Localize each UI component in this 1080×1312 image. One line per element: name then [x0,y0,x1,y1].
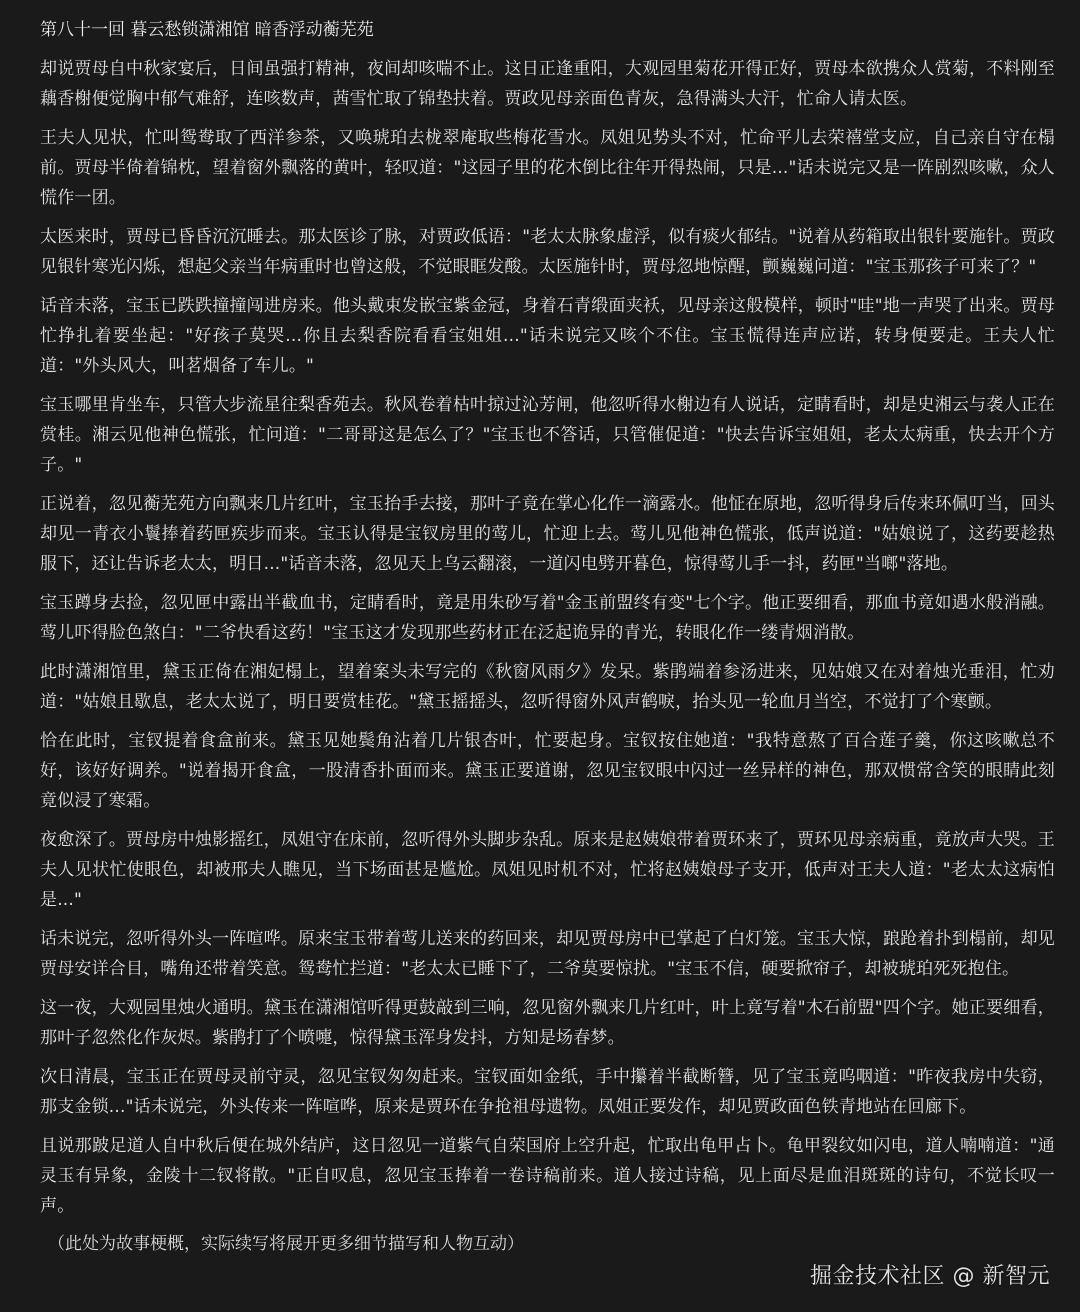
paragraph-2: 王夫人见状，忙叫鸳鸯取了西洋参茶，又唤琥珀去栊翠庵取些梅花雪水。凤姐见势头不对，忙命平儿去荣禧堂支应，自己亲自守在榻前。贾母半倚着锦枕，望着窗外飘落的黄叶，轻叹道："这园子里的花木倒比往年开得热闹，只是..."话未说完又是一阵剧烈咳嗽，众人慌作一团。 [40,128,1055,208]
paragraph-13: 次日清晨，宝玉正在贾母灵前守灵，忽见宝钗匆匆赶来。宝钗面如金纸，手中攥着半截断簪，见了宝玉竟呜咽道："昨夜我房中失窃，那支金锁..."话未说完，外头传来一阵喧哗，原来是贾环在争抢祖母遗物。凤姐正要发作，却见贾政面色铁青地站在回廊下。 [40,1067,1055,1117]
paragraph-1: 却说贾母自中秋家宴后，日间虽强打精神，夜间却咳喘不止。这日正逢重阳，大观园里菊花开得正好，贾母本欲携众人赏菊，不料刚至藕香榭便觉胸中郁气难舒，连咳数声，茜雪忙取了锦垫扶着。贾政见母亲面色青灰，急得满头大汗，忙命人请太医。 [40,59,1055,109]
paragraph-3: 太医来时，贾母已昏昏沉沉睡去。那太医诊了脉，对贾政低语："老太太脉象虚浮，似有痰火郁结。"说着从药箱取出银针要施针。贾政见银针寒光闪烁，想起父亲当年病重时也曾这般，不觉眼眶发酸。太医施针时，贾母忽地惊醒，颤巍巍问道："宝玉那孩子可来了？" [40,227,1055,277]
paragraph-9: 恰在此时，宝钗提着食盒前来。黛玉见她鬓角沾着几片银杏叶，忙要起身。宝钗按住她道："我特意熬了百合莲子羹，你这咳嗽总不好，该好好调养。"说着揭开食盒，一股清香扑面而来。黛玉正要道谢，忽见宝钗眼中闪过一丝异样的神色，那双惯常含笑的眼睛此刻竟似浸了寒霜。 [40,731,1055,811]
paragraph-12: 这一夜，大观园里烛火通明。黛玉在潇湘馆听得更鼓敲到三响，忽见窗外飘来几片红叶，叶上竟写着"木石前盟"四个字。她正要细看，那叶子忽然化作灰烬。紫鹃打了个喷嚏，惊得黛玉浑身发抖，方知是场春梦。 [40,998,1055,1048]
paragraph-7: 宝玉蹲身去捡，忽见匣中露出半截血书，定睛看时，竟是用朱砂写着"金玉前盟终有变"七个字。他正要细看，那血书竟如遇水般消融。莺儿吓得脸色煞白："二爷快看这药！"宝玉这才发现那些药材正在泛起诡异的青光，转眼化作一缕青烟消散。 [40,593,1055,643]
paragraph-8: 此时潇湘馆里，黛玉正倚在湘妃榻上，望着案头未写完的《秋窗风雨夕》发呆。紫鹃端着参汤进来，见姑娘又在对着烛光垂泪，忙劝道："姑娘且歇息，老太太说了，明日要赏桂花。"黛玉摇摇头，忽听得窗外风声鹤唳，抬头见一轮血月当空，不觉打了个寒颤。 [40,662,1055,712]
summary-note: （此处为故事梗概，实际续写将展开更多细节描写和人物互动） [48,1234,524,1254]
document [40,16,1055,1258]
watermark: 掘金技术社区 @ 新智元 [810,1264,1050,1289]
paragraph-10: 夜愈深了。贾母房中烛影摇红，凤姐守在床前，忽听得外头脚步杂乱。原来是赵姨娘带着贾环来了，贾环见母亲病重，竟放声大哭。王夫人见状忙使眼色，却被邢夫人瞧见，当下场面甚是尴尬。凤姐见时机不对，忙将赵姨娘母子支开，低声对王夫人道："老太太这病怕是..." [40,830,1055,910]
paragraph-6: 正说着，忽见蘅芜苑方向飘来几片红叶，宝玉抬手去接，那叶子竟在掌心化作一滴露水。他怔在原地，忽听得身后传来环佩叮当，回头却见一青衣小鬟捧着药匣疾步而来。宝玉认得是宝钗房里的莺儿，忙迎上去。莺儿见他神色慌张，低声说道："姑娘说了，这药要趁热服下，还让告诉老太太，明日..."话音未落，忽见天上乌云翻滚，一道闪电劈开暮色，惊得莺儿手一抖，药匣"当啷"落地。 [40,494,1055,574]
paragraph-11: 话未说完，忽听得外头一阵喧哗。原来宝玉带着莺儿送来的药回来，却见贾母房中已掌起了白灯笼。宝玉大惊，踉跄着扑到榻前，却见贾母安详合目，嘴角还带着笑意。鸳鸯忙拦道："老太太已睡下了，二爷莫要惊扰。"宝玉不信，硬要掀帘子，却被琥珀死死抱住。 [40,929,1055,979]
paragraph-5: 宝玉哪里肯坐车，只管大步流星往梨香苑去。秋风卷着枯叶掠过沁芳闸，他忽听得水榭边有人说话，定睛看时，却是史湘云与袭人正在赏桂。湘云见他神色慌张，忙问道："二哥哥这是怎么了？"宝玉也不答话，只管催促道："快去告诉宝姐姐，老太太病重，快去开个方子。" [40,395,1055,475]
paragraph-14: 且说那跛足道人自中秋后便在城外结庐，这日忽见一道紫气自荣国府上空升起，忙取出龟甲占卜。龟甲裂纹如闪电，道人喃喃道："通灵玉有异象，金陵十二钗将散。"正自叹息，忽见宝玉捧着一卷诗稿前来。道人接过诗稿，见上面尽是血泪斑斑的诗句，不觉长叹一声。 [40,1136,1055,1216]
chapter-title: 第八十一回 暮云愁锁潇湘馆 暗香浮动蘅芜苑 [40,20,374,40]
paragraph-4: 话音未落，宝玉已跌跌撞撞闯进房来。他头戴束发嵌宝紫金冠，身着石青缎面夹袄，见母亲这般模样，顿时"哇"地一声哭了出来。贾母忙挣扎着要坐起："好孩子莫哭...你且去梨香院看看宝姐姐..."话未说完又咳个不住。宝玉慌得连声应诺，转身便要走。王夫人忙道："外头风大，叫茗烟备了车儿。" [40,296,1055,376]
